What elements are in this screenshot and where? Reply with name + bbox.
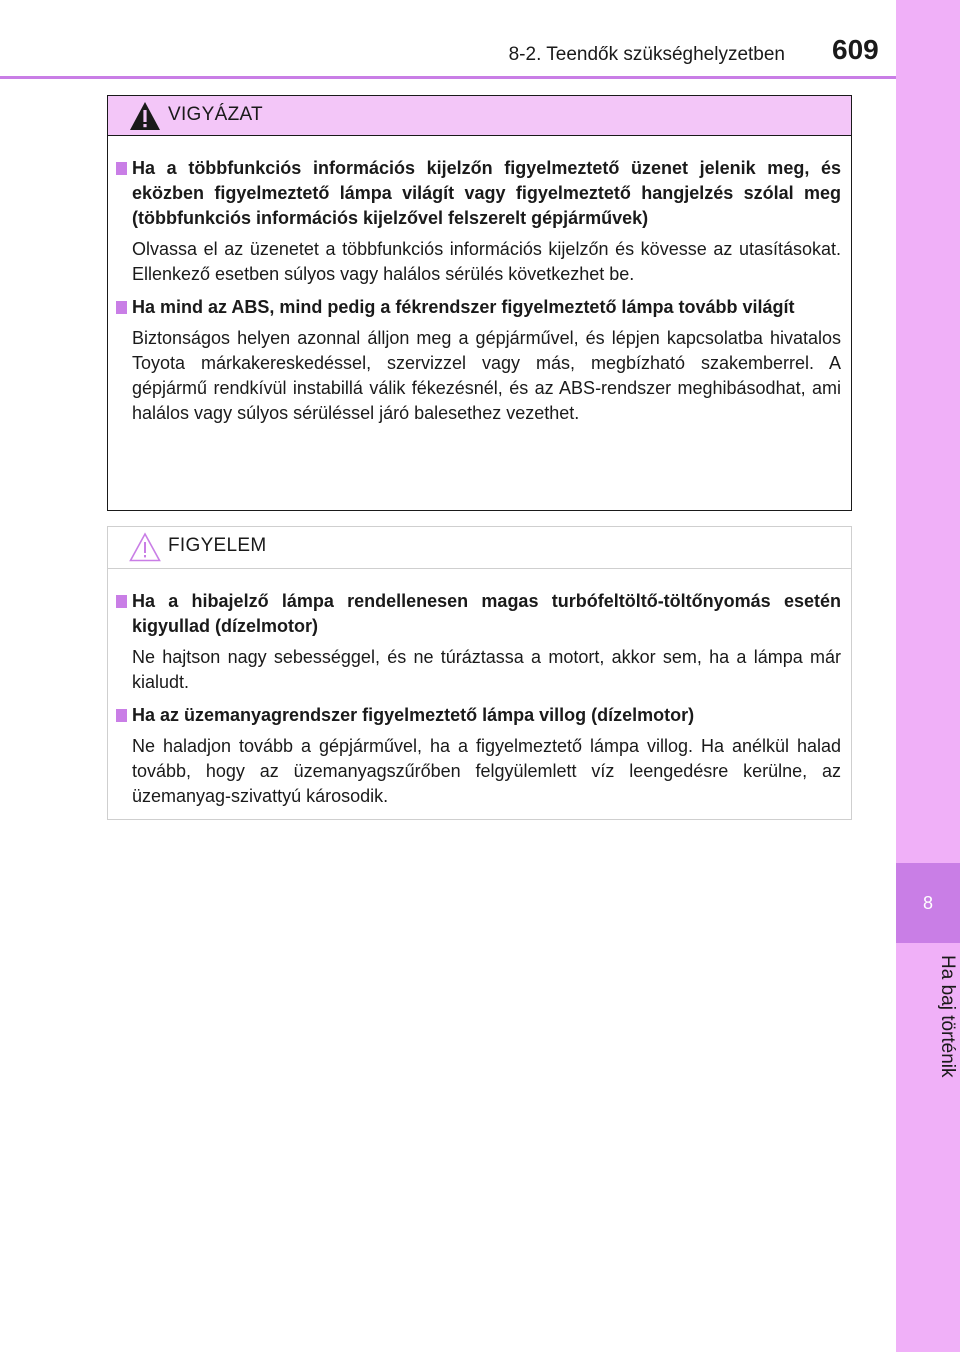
warning-item-body: Biztonságos helyen azonnal álljon meg a gépjárművel, és lépjen kapcsolatba hivatalos Toyota márkakereskedéssel, szervizzel vagy más, megbízható szakemberrel. A gépjármű rendkívül instabillá válik fékezésnél, és az ABS-rendszer meghibásodhat, ami halálos vagy súlyos sérüléssel járó balesethez vezethet. bbox=[132, 328, 841, 423]
section-title: 8-2. Teendők szükséghelyzetben bbox=[508, 44, 785, 65]
notice-item-body: Ne hajtson nagy sebességgel, és ne túráztassa a motort, akkor sem, ha a lámpa már kialudt. bbox=[132, 647, 841, 692]
warning-box-header bbox=[108, 96, 851, 136]
notice-item bbox=[116, 589, 841, 695]
warning-item-title: Ha mind az ABS, mind pedig a fékrendszer figyelmeztető lámpa tovább világít bbox=[116, 295, 841, 320]
notice-item-title: Ha a hibajelző lámpa rendellenesen magas turbófeltöltő-töltőnyomás esetén kigyullad (dízelmotor) bbox=[116, 589, 841, 639]
warning-item-title: Ha a többfunkciós információs kijelzőn figyelmeztető üzenet jelenik meg, és eközben figyelmeztető lámpa világít vagy figyelmeztető hangjelzés szólal meg (többfunkciós információs kijelzővel felszerelt gépjárművek) bbox=[116, 156, 841, 231]
notice-item-body: Ne haladjon tovább a gépjárművel, ha a figyelmeztető lámpa villog. Ha anélkül halad tovább, hogy az üzemanyagszűrőben felgyülemlett víz leengedésre kerülne, az üzemanyag-szivattyú károsodik. bbox=[132, 736, 841, 806]
bullet-square-icon bbox=[116, 709, 127, 722]
page-number: 609 bbox=[832, 34, 879, 65]
bullet-square-icon bbox=[116, 595, 127, 608]
bullet-square-icon bbox=[116, 162, 127, 175]
notice-box-header bbox=[108, 527, 851, 569]
chapter-name: Ha baj történik bbox=[937, 955, 958, 1078]
notice-label: FIGYELEM bbox=[168, 535, 267, 556]
header-divider bbox=[0, 76, 896, 79]
caution-triangle-icon bbox=[129, 532, 161, 562]
notice-item bbox=[116, 703, 841, 809]
warning-box bbox=[107, 95, 852, 511]
warning-item bbox=[116, 156, 841, 287]
bullet-square-icon bbox=[116, 301, 127, 314]
warning-label: VIGYÁZAT bbox=[168, 104, 263, 125]
chapter-number: 8 bbox=[896, 863, 960, 943]
warning-item bbox=[116, 295, 841, 426]
notice-item-title: Ha az üzemanyagrendszer figyelmeztető lámpa villog (dízelmotor) bbox=[116, 703, 841, 728]
warning-item-body: Olvassa el az üzenetet a többfunkciós információs kijelzőn és kövesse az utasításokat. Ellenkező esetben súlyos vagy halálos sérülés következhet be. bbox=[132, 239, 841, 284]
warning-triangle-icon bbox=[129, 101, 161, 131]
notice-box bbox=[107, 526, 852, 820]
